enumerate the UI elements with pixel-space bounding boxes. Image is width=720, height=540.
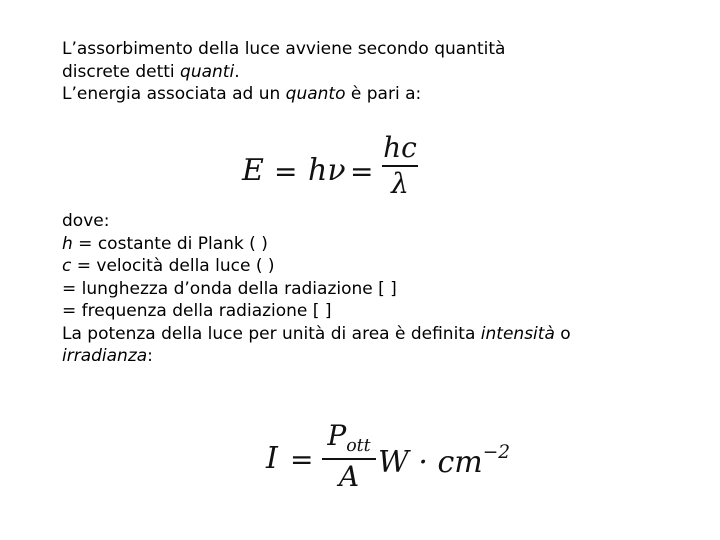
irradiance-line xyxy=(62,345,571,368)
intro-line-2-suffix: . xyxy=(234,61,240,82)
intro-line-2 xyxy=(62,61,505,84)
intro-line-3 xyxy=(62,83,505,106)
intensity-denominator: A xyxy=(338,460,360,494)
lambda-definition-line xyxy=(62,278,571,301)
h-definition-line xyxy=(62,233,571,256)
intensity-line xyxy=(62,323,571,346)
h-definition-text: = costante di Plank ( ) xyxy=(72,233,268,254)
energy-equals-2: = xyxy=(350,155,374,188)
dove-line xyxy=(62,210,571,233)
energy-h-nu: hν xyxy=(308,153,346,188)
intensity-prefix: La potenza della luce per unità di area è definita xyxy=(62,323,481,344)
energy-equals-1: = xyxy=(274,155,298,188)
intensity-numerator xyxy=(327,419,371,457)
intro-line-3-suffix: è pari a: xyxy=(345,84,422,104)
intensity-unit xyxy=(378,444,510,478)
intensity-formula xyxy=(262,420,512,498)
intro-line-1-text: L’assorbimento della luce avviene secondo quantità xyxy=(62,39,506,59)
intensity-unit-exponent: −2 xyxy=(482,442,511,463)
intro-line-3-prefix: L’energia associata ad un xyxy=(62,84,286,104)
energy-lhs: E xyxy=(242,153,264,188)
irradiance-term: irradianza xyxy=(62,346,148,366)
power-symbol: P xyxy=(327,419,347,452)
energy-formula xyxy=(238,132,428,208)
definitions-paragraph xyxy=(62,210,571,368)
intro-line-1 xyxy=(62,38,505,61)
intro-paragraph xyxy=(62,38,505,106)
intro-quanto-term: quanto xyxy=(285,84,346,104)
irradiance-suffix: : xyxy=(147,346,153,366)
c-definition-text: = velocità della luce ( ) xyxy=(71,256,275,276)
intro-quanti-term: quanti xyxy=(180,61,235,82)
intensity-equals: = xyxy=(290,443,314,476)
energy-numerator: hc xyxy=(383,131,417,164)
nu-definition-line xyxy=(62,300,571,323)
lambda-definition-text: = lunghezza d’onda della radiazione [ ] xyxy=(62,278,397,299)
intensity-unit-base: W · cm xyxy=(378,444,483,480)
power-subscript: ott xyxy=(346,436,371,457)
h-symbol: h xyxy=(62,233,73,254)
dove-label: dove: xyxy=(62,211,110,231)
intensity-lhs: I xyxy=(266,441,278,476)
intensity-suffix: o xyxy=(554,323,571,344)
intensity-fraction xyxy=(322,419,376,494)
c-definition-line xyxy=(62,255,571,278)
nu-definition-text: = frequenza della radiazione [ ] xyxy=(62,301,332,321)
intro-line-2-prefix: discrete detti xyxy=(62,61,181,82)
intensity-term: intensità xyxy=(480,323,555,344)
energy-denominator: λ xyxy=(391,167,409,200)
c-symbol: c xyxy=(62,256,72,276)
energy-fraction xyxy=(382,131,418,200)
